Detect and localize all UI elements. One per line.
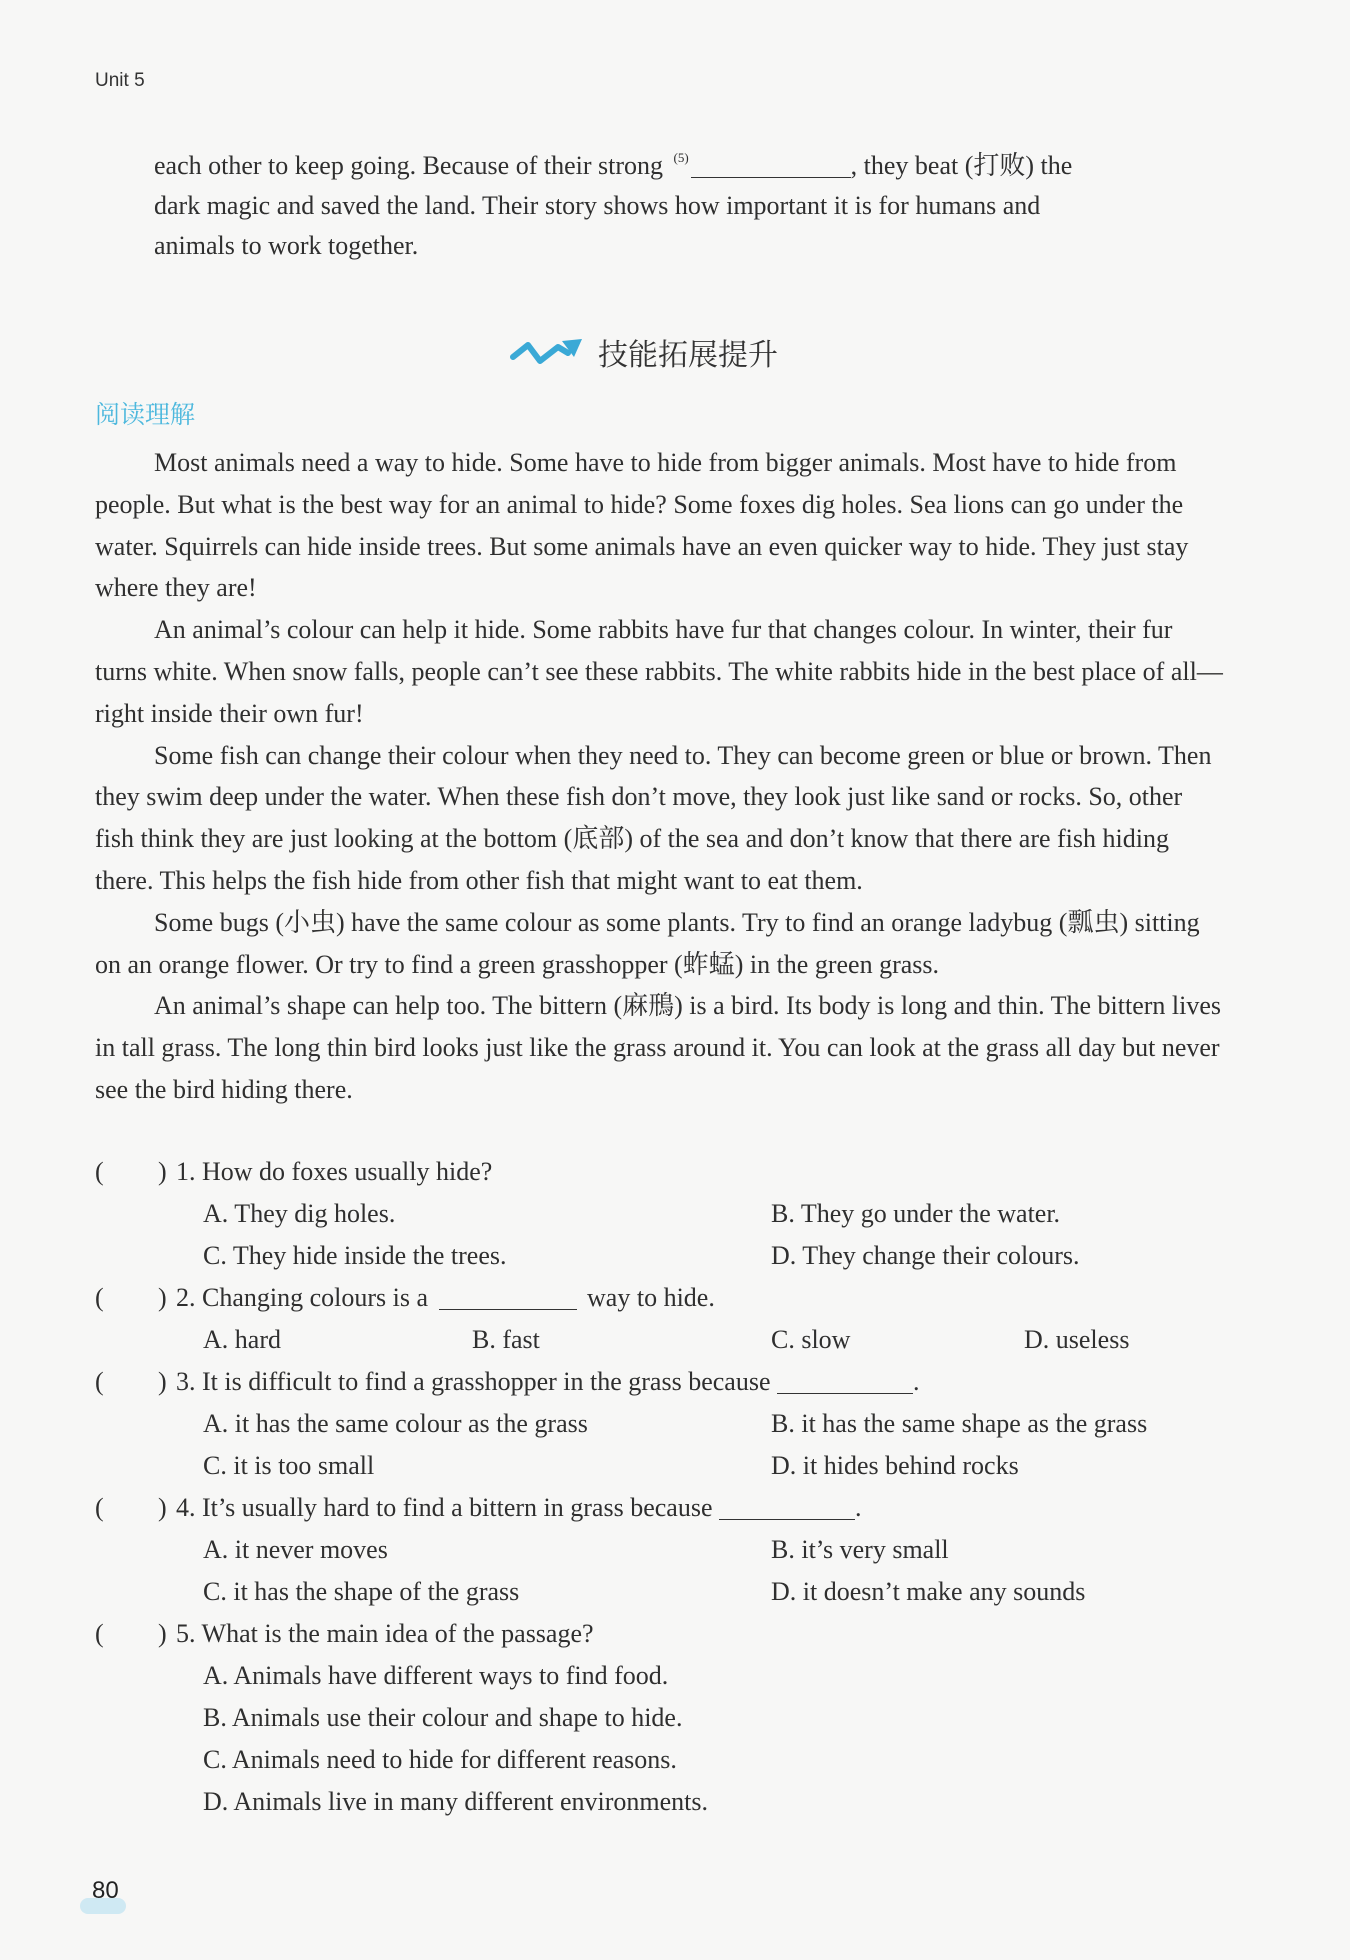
answer-paren-open[interactable]: ( (95, 1367, 104, 1396)
q3-option-a[interactable]: A. it has the same colour as the grass (203, 1409, 588, 1438)
q2-option-a[interactable]: A. hard (203, 1325, 281, 1354)
reading-subtitle: 阅读理解 (95, 400, 196, 429)
q2-option-d[interactable]: D. useless (1024, 1325, 1130, 1354)
trend-arrow-icon (510, 335, 584, 369)
q1-option-b[interactable]: B. They go under the water. (771, 1199, 1061, 1228)
question-4-text (176, 1493, 861, 1523)
page-number: 80 (92, 1877, 119, 1904)
q5-option-d[interactable]: D. Animals live in many different environments. (203, 1787, 708, 1816)
answer-paren-close: ) (158, 1619, 167, 1648)
q2-option-b[interactable]: B. fast (472, 1325, 540, 1354)
passage-paragraph: Some fish can change their colour when they need to. They can become green or blue or brown. Then they swim deep under the water. When these fish don’t move, they look just like sand or rocks. So, other fish think they are just looking at the bottom (底部) of the sea and don’t know that there are fish hiding there. This helps the fish hide from other fish that might want to eat them. (95, 740, 1212, 895)
q4-option-d[interactable]: D. it doesn’t make any sounds (771, 1577, 1086, 1606)
q5-option-b[interactable]: B. Animals use their colour and shape to hide. (203, 1703, 683, 1732)
q3-post: . (912, 1367, 920, 1396)
cont-line3: animals to work together. (154, 231, 419, 260)
answer-paren-close: ) (158, 1283, 167, 1312)
cont-line2: dark magic and saved the land. Their story shows how important it is for humans and (154, 191, 1041, 220)
passage-paragraph: Most animals need a way to hide. Some have to hide from bigger animals. Most have to hide from people. But what is the best way for an animal to hide? Some foxes dig holes. Sea lions can go under the water. Squirrels can hide inside trees. But some animals have an even quicker way to hide. They just stay where they are! (95, 448, 1189, 603)
answer-paren-close: ) (158, 1157, 167, 1186)
question-3-text (176, 1367, 919, 1397)
continuation-text (154, 138, 1234, 266)
q3-option-c[interactable]: C. it is too small (203, 1451, 375, 1480)
q3-option-d[interactable]: D. it hides behind rocks (771, 1451, 1019, 1480)
q2-post: way to hide. (587, 1283, 715, 1312)
q5-option-a[interactable]: A. Animals have different ways to find food. (203, 1661, 669, 1690)
q5-option-c[interactable]: C. Animals need to hide for different reasons. (203, 1745, 677, 1774)
answer-paren-open[interactable]: ( (95, 1157, 104, 1186)
question-1-text: 1. How do foxes usually hide? (176, 1157, 493, 1186)
q2-option-c[interactable]: C. slow (771, 1325, 851, 1354)
question-5-text: 5. What is the main idea of the passage? (176, 1619, 594, 1648)
q4-blank[interactable] (719, 1493, 855, 1520)
q4-option-b[interactable]: B. it’s very small (771, 1535, 949, 1564)
q4-option-c[interactable]: C. it has the shape of the grass (203, 1577, 520, 1606)
answer-paren-open[interactable]: ( (95, 1493, 104, 1522)
unit-label: Unit 5 (95, 70, 145, 91)
q1-option-d[interactable]: D. They change their colours. (771, 1241, 1080, 1270)
q2-blank[interactable] (439, 1283, 577, 1310)
reading-passage (95, 442, 1225, 1111)
answer-paren-open[interactable]: ( (95, 1619, 104, 1648)
q3-option-b[interactable]: B. it has the same shape as the grass (771, 1409, 1148, 1438)
question-2-text (176, 1283, 715, 1313)
q4-post: . (854, 1493, 862, 1522)
answer-paren-close: ) (158, 1367, 167, 1396)
answer-paren-open[interactable]: ( (95, 1283, 104, 1312)
section-title: 技能拓展提升 (598, 338, 778, 373)
q1-option-a[interactable]: A. They dig holes. (203, 1199, 396, 1228)
q3-pre: 3. It is difficult to find a grasshopper in the grass because (176, 1367, 771, 1396)
q4-pre: 4. It’s usually hard to find a bittern in grass because (176, 1493, 713, 1522)
cont-line1-post: , they beat (打败) the (850, 151, 1073, 180)
passage-paragraph: An animal’s shape can help too. The bittern (麻鳽) is a bird. Its body is long and thin. The bittern lives in tall grass. The long thin bird looks just like the grass around it. You can look at the grass all day but never see the bird hiding there. (95, 991, 1222, 1104)
blank-marker: (5) (673, 150, 689, 165)
q3-blank[interactable] (777, 1367, 913, 1394)
fill-blank-5[interactable] (691, 151, 851, 178)
q4-option-a[interactable]: A. it never moves (203, 1535, 388, 1564)
q2-pre: 2. Changing colours is a (176, 1283, 429, 1312)
section-header (510, 330, 778, 374)
cont-line1-pre: each other to keep going. Because of their strong (154, 151, 670, 180)
answer-paren-close: ) (158, 1493, 167, 1522)
q1-option-c[interactable]: C. They hide inside the trees. (203, 1241, 507, 1270)
passage-paragraph: An animal’s colour can help it hide. Some rabbits have fur that changes colour. In winter, their fur turns white. When snow falls, people can’t see these rabbits. The white rabbits hide in the best place of all—right inside their own fur! (95, 615, 1223, 728)
passage-paragraph: Some bugs (小虫) have the same colour as some plants. Try to find an orange ladybug (瓢虫) sitting on an orange flower. Or try to find a green grasshopper (蚱蜢) in the green grass. (95, 907, 1200, 979)
